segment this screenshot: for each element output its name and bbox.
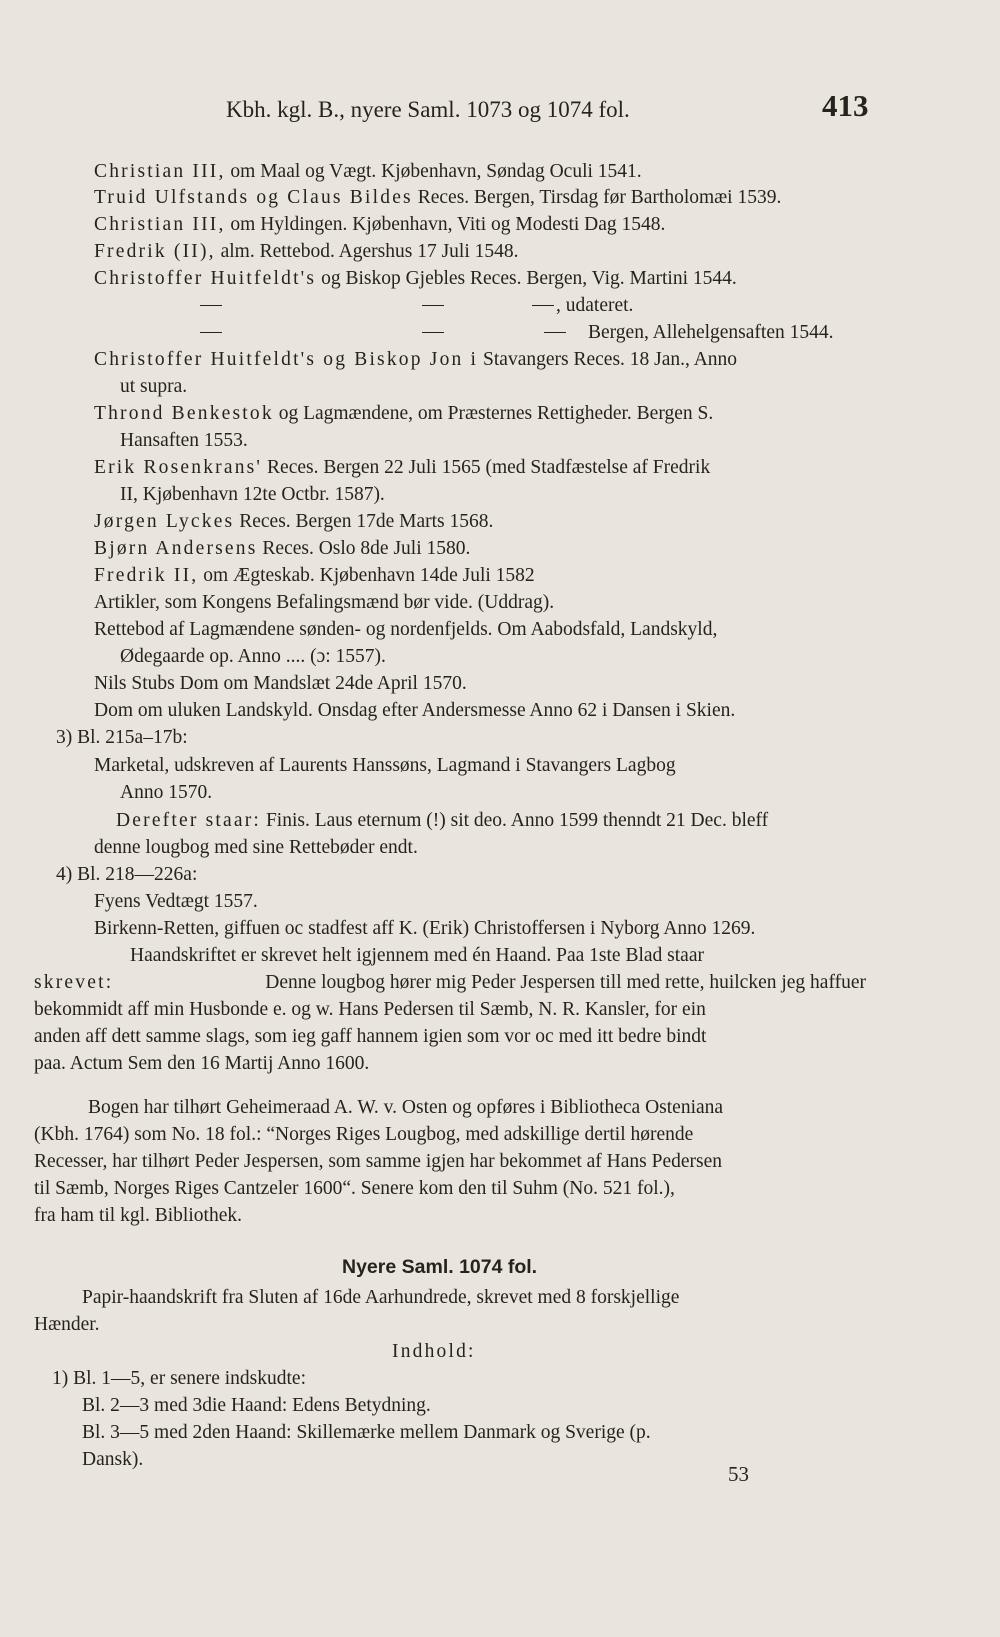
ditto-dash xyxy=(532,305,554,306)
paragraph-line: skrevet: Denne lougbog hører mig Peder Jespersen till med rette, huilcken jeg haffuer xyxy=(34,972,866,993)
paragraph-line: bekommidt aff min Husbonde e. og w. Hans Pedersen til Sæmb, N. R. Kansler, for ein xyxy=(34,999,706,1020)
entry-line: Christian III, om Maal og Vægt. Kjøbenhavn, Søndag Oculi 1541. xyxy=(94,161,642,182)
entry-line: Bl. 2—3 med 3die Haand: Edens Betydning. xyxy=(82,1395,431,1416)
ditto-dash xyxy=(422,332,444,333)
page-number: 413 xyxy=(822,88,869,123)
entry-line: Hansaften 1553. xyxy=(120,430,248,451)
paragraph-line: Recesser, har tilhørt Peder Jespersen, som samme igjen har bekommet af Hans Pedersen xyxy=(34,1151,723,1172)
paragraph-line: til Sæmb, Norges Riges Cantzeler 1600“. Senere kom den til Suhm (No. 521 fol.), xyxy=(34,1178,675,1199)
entry-line: Christian III, om Hyldingen. Kjøbenhavn, Viti og Modesti Dag 1548. xyxy=(94,214,666,235)
entry-line: Bjørn Andersens Reces. Oslo 8de Juli 1580. xyxy=(94,538,471,559)
contents-heading: Indhold: xyxy=(392,1341,476,1362)
entry-line: Birkenn-Retten, giffuen oc stadfest aff K. (Erik) Christoffersen i Nyborg Anno 1269. xyxy=(94,918,756,939)
entry-line: Fredrik (II), alm. Rettebod. Agershus 17 Juli 1548. xyxy=(94,241,519,262)
entry-line: Fyens Vedtægt 1557. xyxy=(94,891,258,912)
entry-line: Jørgen Lyckes Reces. Bergen 17de Marts 1568. xyxy=(94,511,494,532)
entry-line: Derefter staar: Finis. Laus eternum (!) sit deo. Anno 1599 thenndt 21 Dec. bleff xyxy=(116,810,769,831)
entry-line: Christoffer Huitfeldt's og Biskop Gjebles Reces. Bergen, Vig. Martini 1544. xyxy=(94,268,737,289)
entry-line: Anno 1570. xyxy=(120,782,213,803)
entry-line: Ødegaarde op. Anno .... (ɔ: 1557). xyxy=(120,646,386,667)
ditto-dash xyxy=(422,305,444,306)
entry-line: Nils Stubs Dom om Mandslæt 24de April 1570. xyxy=(94,673,467,694)
entry-line: 3) Bl. 215a–17b: xyxy=(56,727,188,748)
paragraph-line: paa. Actum Sem den 16 Martij Anno 1600. xyxy=(34,1053,370,1074)
entry-line: Dom om uluken Landskyld. Onsdag efter Andersmesse Anno 62 i Dansen i Skien. xyxy=(94,700,736,721)
paragraph-line: fra ham til kgl. Bibliothek. xyxy=(34,1205,242,1226)
book-page: Kbh. kgl. B., nyere Saml. 1073 og 1074 fol. 413 Christian III, om Maal og Vægt. Kjøbenhavn, Søndag Oculi 1541. Truid Ulfstands og Claus Bildes Reces. Bergen, Tirsdag før Bartholomæi 1539. Christian III, om Hyldingen. Kjøbenhavn, Viti og Modesti Dag 1548. Fredrik (II), alm. Rettebod. Agershus 17 Juli 1548. Christoffer Huitfeldt's og Biskop Gjebles Reces. Bergen, Vig. Martini 1544. , udateret. Bergen, Allehelgensaften 1544. Christoffer Huitfeldt's og Biskop Jon i Stavangers Reces. 18 Jan., Anno ut supra. Thrond Benkestok og Lagmændene, om Præsternes Rettigheder. Bergen S. Hansaften 1553. Erik Rosenkrans' Reces. Bergen 22 Juli 1565 (med Stadfæstelse af Fredrik II, Kjøbenhavn 12te Octbr. 1587). Jørgen Lyckes Reces. Bergen 17de Marts 1568. Bjørn Andersens Reces. Oslo 8de Juli 1580. Fredrik II, om Ægteskab. Kjøbenhavn 14de Juli 1582 Artikler, som Kongens Befalingsmænd bør vide. (Uddrag). Rettebod af Lagmændene sønden- og nordenfjelds. Om Aabodsfald, Landskyld, Ødegaarde op. Anno .... (ɔ: 1557). Nils Stubs Dom om Mandslæt 24de April 1570. Dom om uluken Landskyld. Onsdag efter Andersmesse Anno 62 i Dansen i Skien. 3) Bl. 215a–17b: Marketal, udskreven af Laurents Hanssøns, Lagmand i Stavangers Lagbog Anno 1570. Derefter staar: Finis. Laus eternum (!) sit deo. Anno 1599 thenndt 21 Dec. bleff denne lougbog med sine Rettebøder endt. 4) Bl. 218—226a: Fyens Vedtægt 1557. Birkenn-Retten, giffuen oc stadfest aff K. (Erik) Christoffersen i Nyborg Anno 1269. Haandskriftet er skrevet helt igjennem med én Haand. Paa 1ste Blad staar skrevet: Denne lougbog hører mig Peder Jespersen till med rette, huilcken jeg haffuer bekommidt aff min Husbonde e. og w. Hans Pedersen til Sæmb, N. R. Kansler, for ein anden aff dett samme slags, som ieg gaff hannem igien som vor oc med itt bedre bindt paa. Actum Sem den 16 Martij Anno 1600. Bogen har tilhørt Geheimeraad A. W. v. Osten og opføres i Bibliotheca Osteniana (Kbh. 1764) som No. 18 fol.: “Norges Riges Lougbog, med adskillige dertil hørende Recesser, har tilhørt Peder Jespersen, som samme igjen har bekommet af Hans Pedersen til Sæmb, Norges Riges Cantzeler 1600“. Senere kom den til Suhm (No. 521 fol.), fra ham til kgl. Bibliothek. Nyere Saml. 1074 fol. Papir-haandskrift fra Sluten af 16de Aarhundrede, skrevet med 8 forskjellige Hænder. Indhold: 1) Bl. 1—5, er senere indskudte: Bl. 2—3 med 3die Haand: Edens Betydning. Bl. 3—5 med 2den Haand: Skillemærke mellem Danmark og Sverige (p. Dansk). 53 xyxy=(34,88,869,1486)
entry-line: Rettebod af Lagmændene sønden- og nordenfjelds. Om Aabodsfald, Landskyld, xyxy=(94,619,718,640)
paragraph-line: (Kbh. 1764) som No. 18 fol.: “Norges Riges Lougbog, med adskillige dertil hørende xyxy=(34,1124,694,1145)
signature-mark: 53 xyxy=(728,1462,749,1486)
paragraph-line: Haandskriftet er skrevet helt igjennem med én Haand. Paa 1ste Blad staar xyxy=(130,945,704,966)
entry-line: II, Kjøbenhavn 12te Octbr. 1587). xyxy=(120,484,385,505)
entry-line: Christoffer Huitfeldt's og Biskop Jon i Stavangers Reces. 18 Jan., Anno xyxy=(94,349,738,370)
entry-line: 4) Bl. 218—226a: xyxy=(56,864,198,885)
entry-line: Marketal, udskreven af Laurents Hanssøns, Lagmand i Stavangers Lagbog xyxy=(94,755,676,776)
paragraph-line: Bogen har tilhørt Geheimeraad A. W. v. Osten og opføres i Bibliotheca Osteniana xyxy=(88,1097,724,1118)
ditto-dash xyxy=(200,332,222,333)
running-title: Kbh. kgl. B., nyere Saml. 1073 og 1074 fol. xyxy=(226,97,630,122)
section-heading: Nyere Saml. 1074 fol. xyxy=(342,1256,538,1278)
entry-line: denne lougbog med sine Rettebøder endt. xyxy=(94,837,418,858)
paragraph-line: Hænder. xyxy=(34,1314,100,1335)
paragraph-line: Papir-haandskrift fra Sluten af 16de Aarhundrede, skrevet med 8 forskjellige xyxy=(82,1287,680,1308)
entry-line: Thrond Benkestok og Lagmændene, om Præsternes Rettigheder. Bergen S. xyxy=(94,403,714,424)
entry-line: Truid Ulfstands og Claus Bildes Reces. Bergen, Tirsdag før Bartholomæi 1539. xyxy=(94,187,782,208)
ditto-dash xyxy=(200,305,222,306)
entry-line: Artikler, som Kongens Befalingsmænd bør vide. (Uddrag). xyxy=(94,592,555,613)
paragraph-line: anden aff dett samme slags, som ieg gaff hannem igien som vor oc med itt bedre bindt xyxy=(34,1026,707,1047)
entry-line: Erik Rosenkrans' Reces. Bergen 22 Juli 1565 (med Stadfæstelse af Fredrik xyxy=(94,457,711,478)
entry-line: 1) Bl. 1—5, er senere indskudte: xyxy=(52,1368,306,1389)
entry-line: Fredrik II, om Ægteskab. Kjøbenhavn 14de Juli 1582 xyxy=(94,565,535,586)
entry-line: Bl. 3—5 med 2den Haand: Skillemærke mellem Danmark og Sverige (p. xyxy=(82,1422,651,1443)
entry-line: Dansk). xyxy=(82,1449,144,1470)
entry-line: ut supra. xyxy=(120,376,188,397)
ditto-dash xyxy=(544,332,566,333)
